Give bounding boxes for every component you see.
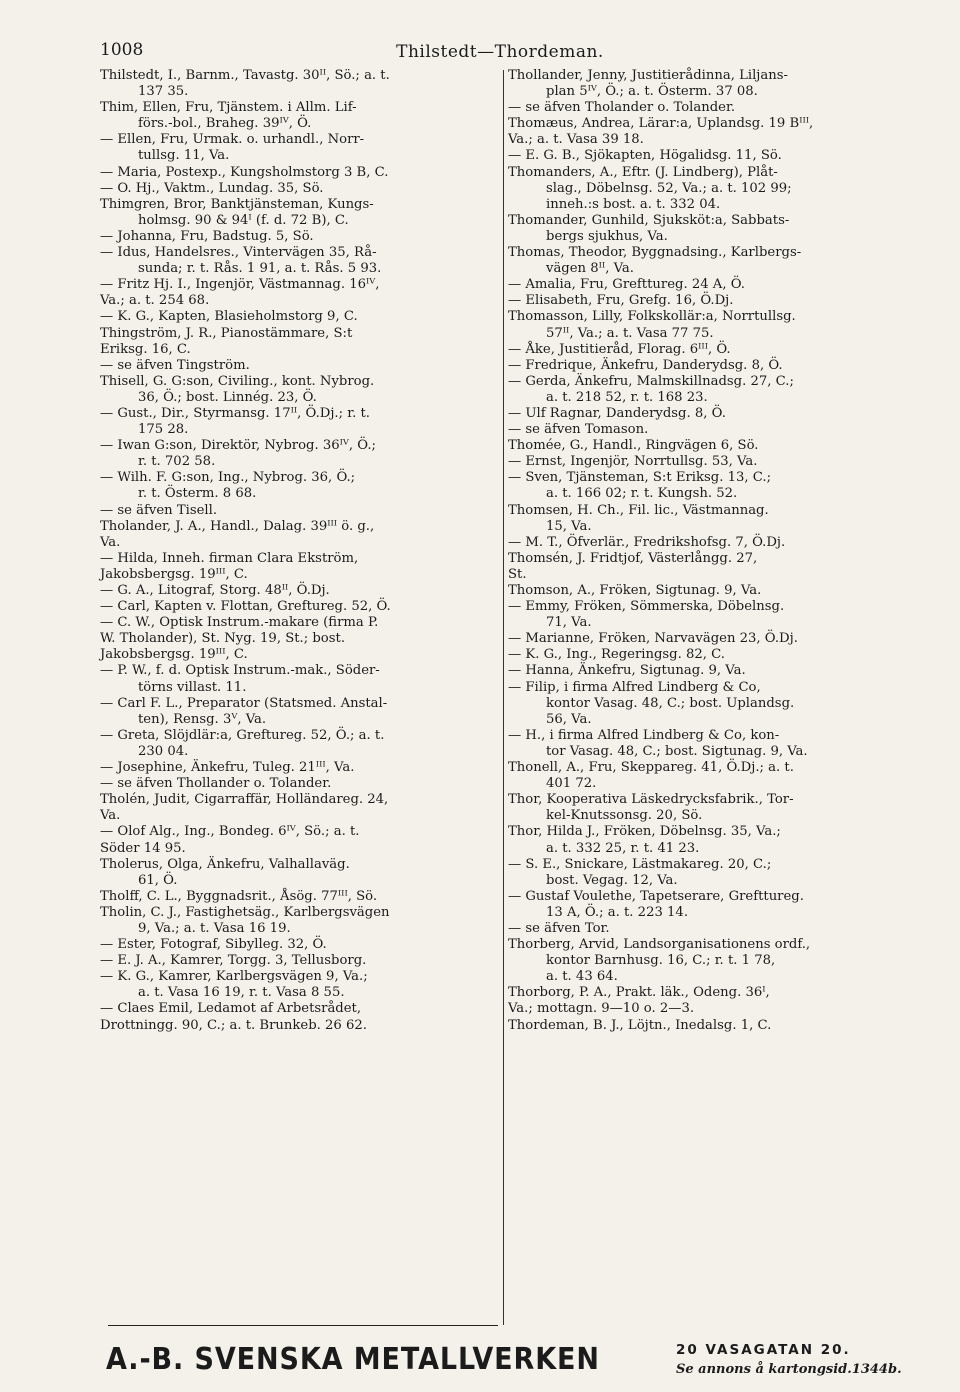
directory-line: Thorborg, P. A., Prakt. läk., Odeng. 36ᴵ, xyxy=(508,985,770,1001)
directory-line: 9, Va.; a. t. Vasa 16 19. xyxy=(138,920,291,936)
directory-line: — Fritz Hj. I., Ingenjör, Västmannag. 16ᴵⱽ, xyxy=(100,277,380,293)
directory-line: — S. E., Snickare, Lästmakareg. 20, C.; xyxy=(508,856,772,872)
directory-line: — E. J. A., Kamrer, Torgg. 3, Tellusborg. xyxy=(100,953,367,969)
ad-note: Se annons å kartongsid.1344b. xyxy=(676,1362,902,1377)
directory-line: — Fredrique, Änkefru, Danderydsg. 8, Ö. xyxy=(508,357,783,373)
directory-line: Tholerus, Olga, Änkefru, Valhallaväg. xyxy=(100,856,350,872)
directory-line: a. t. 218 52, r. t. 168 23. xyxy=(546,389,708,405)
directory-line: 13 A, Ö.; a. t. 223 14. xyxy=(546,904,689,920)
directory-line: Drottningg. 90, C.; a. t. Brunkeb. 26 62. xyxy=(100,1017,367,1033)
directory-line: — O. Hj., Vaktm., Lundag. 35, Sö. xyxy=(100,180,324,196)
directory-line: — Maria, Postexp., Kungsholmstorg 3 B, C. xyxy=(100,164,389,180)
directory-line: kel-Knutssonsg. 20, Sö. xyxy=(546,808,703,824)
bottom-rule xyxy=(108,1325,498,1326)
directory-line: Va.; a. t. 254 68. xyxy=(100,293,210,309)
directory-line: a. t. 43 64. xyxy=(546,969,618,985)
directory-line: — Wilh. F. G:son, Ing., Nybrog. 36, Ö.; xyxy=(100,470,356,486)
directory-line: a. t. 332 25, r. t. 41 23. xyxy=(546,840,700,856)
directory-line: Thomander, Gunhild, Sjuksköt:a, Sabbats- xyxy=(508,212,790,228)
directory-line: Thonell, A., Fru, Skeppareg. 41, Ö.Dj.; a. t. xyxy=(508,760,794,776)
directory-line: — Hanna, Änkefru, Sigtunag. 9, Va. xyxy=(508,663,746,679)
directory-line: Thomanders, A., Eftr. (J. Lindberg), Plåt- xyxy=(508,164,778,180)
right-column xyxy=(508,68,908,1034)
directory-line: — Johanna, Fru, Badstug. 5, Sö. xyxy=(100,228,314,244)
directory-line: 61, Ö. xyxy=(138,872,178,888)
directory-line: 401 72. xyxy=(546,776,597,792)
directory-line: a. t. Vasa 16 19, r. t. Vasa 8 55. xyxy=(138,985,345,1001)
directory-line: — Claes Emil, Ledamot af Arbetsrådet, xyxy=(100,1001,362,1017)
directory-line: Jakobsbergsg. 19ᴵᴵᴵ, C. xyxy=(100,566,248,582)
directory-line: plan 5ᴵⱽ, Ö.; a. t. Österm. 37 08. xyxy=(546,84,758,100)
directory-line: Thor, Kooperativa Läskedrycksfabrik., Tor- xyxy=(508,792,794,808)
directory-line: 230 04. xyxy=(138,743,189,759)
directory-line: — Emmy, Fröken, Sömmerska, Döbelnsg. xyxy=(508,599,785,615)
page-title: Thilstedt—Thordeman. xyxy=(396,42,604,62)
directory-line: tullsg. 11, Va. xyxy=(138,148,230,164)
directory-line: — Carl, Kapten v. Flottan, Greftureg. 52, Ö. xyxy=(100,599,391,615)
directory-line: Thimgren, Bror, Banktjänsteman, Kungs- xyxy=(100,196,374,212)
directory-line: Thomasson, Lilly, Folkskollär:a, Norrtullsg. xyxy=(508,309,796,325)
directory-line: Tholin, C. J., Fastighetsäg., Karlbergsvägen xyxy=(100,904,390,920)
directory-line: Va.; a. t. Vasa 39 18. xyxy=(508,132,644,148)
directory-line: — Iwan G:son, Direktör, Nybrog. 36ᴵⱽ, Ö.; xyxy=(100,438,376,454)
directory-line: sunda; r. t. Rås. 1 91, a. t. Rås. 5 93. xyxy=(138,261,382,277)
directory-line: Thim, Ellen, Fru, Tjänstem. i Allm. Lif- xyxy=(100,100,357,116)
directory-line: 175 28. xyxy=(138,422,189,438)
directory-line: — M. T., Öfverlär., Fredrikshofsg. 7, Ö.Dj. xyxy=(508,534,786,550)
directory-line: Thor, Hilda J., Fröken, Döbelnsg. 35, Va.; xyxy=(508,824,781,840)
directory-line: Tholén, Judit, Cigarraffär, Holländareg. 24, xyxy=(100,792,389,808)
directory-line: Söder 14 95. xyxy=(100,840,186,856)
directory-line: Eriksg. 16, C. xyxy=(100,341,191,357)
directory-line: — se äfven Tisell. xyxy=(100,502,218,518)
directory-line: bergs sjukhus, Va. xyxy=(546,228,668,244)
directory-line: — se äfven Tholander o. Tolander. xyxy=(508,100,736,116)
page-header xyxy=(100,40,900,66)
directory-line: 71, Va. xyxy=(546,615,592,631)
directory-line: Jakobsbergsg. 19ᴵᴵᴵ, C. xyxy=(100,647,248,663)
directory-line: — Ester, Fotograf, Sibylleg. 32, Ö. xyxy=(100,937,327,953)
directory-line: Thomson, A., Fröken, Sigtunag. 9, Va. xyxy=(508,583,762,598)
directory-line: slag., Döbelnsg. 52, Va.; a. t. 102 99; xyxy=(546,180,792,196)
directory-line: törns villast. 11. xyxy=(138,679,247,695)
directory-line: — Sven, Tjänsteman, S:t Eriksg. 13, C.; xyxy=(508,470,772,486)
directory-line: — Filip, i firma Alfred Lindberg & Co, xyxy=(508,679,761,695)
directory-line: Va. xyxy=(100,534,121,550)
directory-line: Va.; mottagn. 9—10 o. 2—3. xyxy=(508,1001,695,1017)
directory-line: — Greta, Slöjdlär:a, Greftureg. 52, Ö.; a. t. xyxy=(100,727,385,743)
directory-line: 36, Ö.; bost. Linnég. 23, Ö. xyxy=(138,389,317,405)
directory-line: — se äfven Tingström. xyxy=(100,357,250,373)
directory-line: — K. G., Ing., Regeringsg. 82, C. xyxy=(508,647,725,663)
directory-line: Thingström, J. R., Pianostämmare, S:t xyxy=(100,325,353,341)
directory-line: a. t. 166 02; r. t. Kungsh. 52. xyxy=(546,486,738,502)
page-number: 1008 xyxy=(100,40,144,60)
directory-line: — Gerda, Änkefru, Malmskillnadsg. 27, C.; xyxy=(508,373,794,389)
ad-address: 20 VASAGATAN 20. xyxy=(676,1342,851,1358)
directory-line: — se äfven Tor. xyxy=(508,920,610,936)
directory-line: Tholander, J. A., Handl., Dalag. 39ᴵᴵᴵ ö. g., xyxy=(100,518,375,534)
directory-line: 15, Va. xyxy=(546,518,592,534)
directory-line: ten), Rensg. 3ⱽ, Va. xyxy=(138,711,267,727)
directory-line: inneh.:s bost. a. t. 332 04. xyxy=(546,196,721,212)
directory-line: — Elisabeth, Fru, Grefg. 16, Ö.Dj. xyxy=(508,293,734,309)
directory-line: St. xyxy=(508,566,527,582)
directory-line: bost. Vegag. 12, Va. xyxy=(546,872,678,888)
directory-line: Thilstedt, I., Barnm., Tavastg. 30ᴵᴵ, Sö.; a. t. xyxy=(100,68,390,83)
directory-line: Thomæus, Andrea, Lärar:a, Uplandsg. 19 Bᴵᴵᴵ, xyxy=(508,116,814,132)
directory-line: Thomsén, J. Fridtjof, Västerlångg. 27, xyxy=(508,550,758,566)
column-divider xyxy=(503,70,504,1325)
directory-line: Tholff, C. L., Byggnadsrit., Åsög. 77ᴵᴵᴵ, Sö. xyxy=(100,888,378,904)
directory-line: Thordeman, B. J., Löjtn., Inedalsg. 1, C. xyxy=(508,1017,772,1033)
directory-line: — C. W., Optisk Instrum.-makare (firma P. xyxy=(100,615,379,631)
directory-line: — K. G., Kapten, Blasieholmstorg 9, C. xyxy=(100,309,358,325)
directory-line: tor Vasag. 48, C.; bost. Sigtunag. 9, Va. xyxy=(546,743,808,759)
directory-line: — Gust., Dir., Styrmansg. 17ᴵᴵ, Ö.Dj.; r. t. xyxy=(100,405,370,421)
directory-line: — G. A., Litograf, Storg. 48ᴵᴵ, Ö.Dj. xyxy=(100,583,330,598)
directory-line: kontor Barnhusg. 16, C.; r. t. 1 78, xyxy=(546,953,776,969)
advertisement-footer xyxy=(100,1342,930,1388)
directory-line: — se äfven Tomason. xyxy=(508,422,649,438)
directory-line: — Marianne, Fröken, Narvavägen 23, Ö.Dj. xyxy=(508,631,798,647)
directory-line: Thisell, G. G:son, Civiling., kont. Nybrog. xyxy=(100,373,375,389)
directory-line: — Ulf Ragnar, Danderydsg. 8, Ö. xyxy=(508,405,726,421)
directory-line: Thollander, Jenny, Justitierådinna, Liljans- xyxy=(508,68,788,83)
directory-line: — E. G. B., Sjökapten, Högalidsg. 11, Sö. xyxy=(508,148,782,164)
directory-line: — Ernst, Ingenjör, Norrtullsg. 53, Va. xyxy=(508,454,758,470)
directory-line: Va. xyxy=(100,808,121,824)
directory-line: — P. W., f. d. Optisk Instrum.-mak., Söder- xyxy=(100,663,380,679)
directory-line: — Amalia, Fru, Grefttureg. 24 A, Ö. xyxy=(508,277,745,293)
directory-line: Thomas, Theodor, Byggnadsing., Karlbergs- xyxy=(508,245,802,261)
directory-line: r. t. Österm. 8 68. xyxy=(138,486,257,502)
directory-line: — se äfven Thollander o. Tolander. xyxy=(100,776,332,792)
directory-line: 56, Va. xyxy=(546,711,592,727)
directory-line: kontor Vasag. 48, C.; bost. Uplandsg. xyxy=(546,695,795,711)
directory-line: 57ᴵᴵ, Va.; a. t. Vasa 77 75. xyxy=(546,325,714,341)
directory-line: Thomée, G., Handl., Ringvägen 6, Sö. xyxy=(508,438,759,454)
directory-line: — Ellen, Fru, Urmak. o. urhandl., Norr- xyxy=(100,132,365,148)
directory-line: vägen 8ᴵᴵ, Va. xyxy=(546,261,634,277)
directory-line: — K. G., Kamrer, Karlbergsvägen 9, Va.; xyxy=(100,969,368,985)
ad-brand: A.-B. SVENSKA METALLVERKEN xyxy=(106,1342,600,1377)
left-column xyxy=(100,68,498,1034)
directory-line: — Gustaf Voulethe, Tapetserare, Grefttureg. xyxy=(508,888,804,904)
directory-line: — Åke, Justitieråd, Florag. 6ᴵᴵᴵ, Ö. xyxy=(508,341,731,357)
directory-line: 137 35. xyxy=(138,84,189,100)
directory-line: — H., i firma Alfred Lindberg & Co, kon- xyxy=(508,727,780,743)
directory-line: — Hilda, Inneh. firman Clara Ekström, xyxy=(100,550,359,566)
directory-line: — Idus, Handelsres., Vintervägen 35, Rå- xyxy=(100,245,377,261)
directory-line: holmsg. 90 & 94ᴵ (f. d. 72 B), C. xyxy=(138,212,349,228)
directory-line: Thorberg, Arvid, Landsorganisationens ordf., xyxy=(508,937,811,953)
directory-line: Thomsen, H. Ch., Fil. lic., Västmannag. xyxy=(508,502,769,518)
directory-line: — Carl F. L., Preparator (Statsmed. Anstal- xyxy=(100,695,388,711)
directory-line: — Olof Alg., Ing., Bondeg. 6ᴵⱽ, Sö.; a. t. xyxy=(100,824,360,840)
directory-line: W. Tholander), St. Nyg. 19, St.; bost. xyxy=(100,631,346,647)
directory-line: — Josephine, Änkefru, Tuleg. 21ᴵᴵᴵ, Va. xyxy=(100,760,355,776)
directory-line: förs.-bol., Braheg. 39ᴵⱽ, Ö. xyxy=(138,116,312,132)
directory-line: r. t. 702 58. xyxy=(138,454,216,470)
